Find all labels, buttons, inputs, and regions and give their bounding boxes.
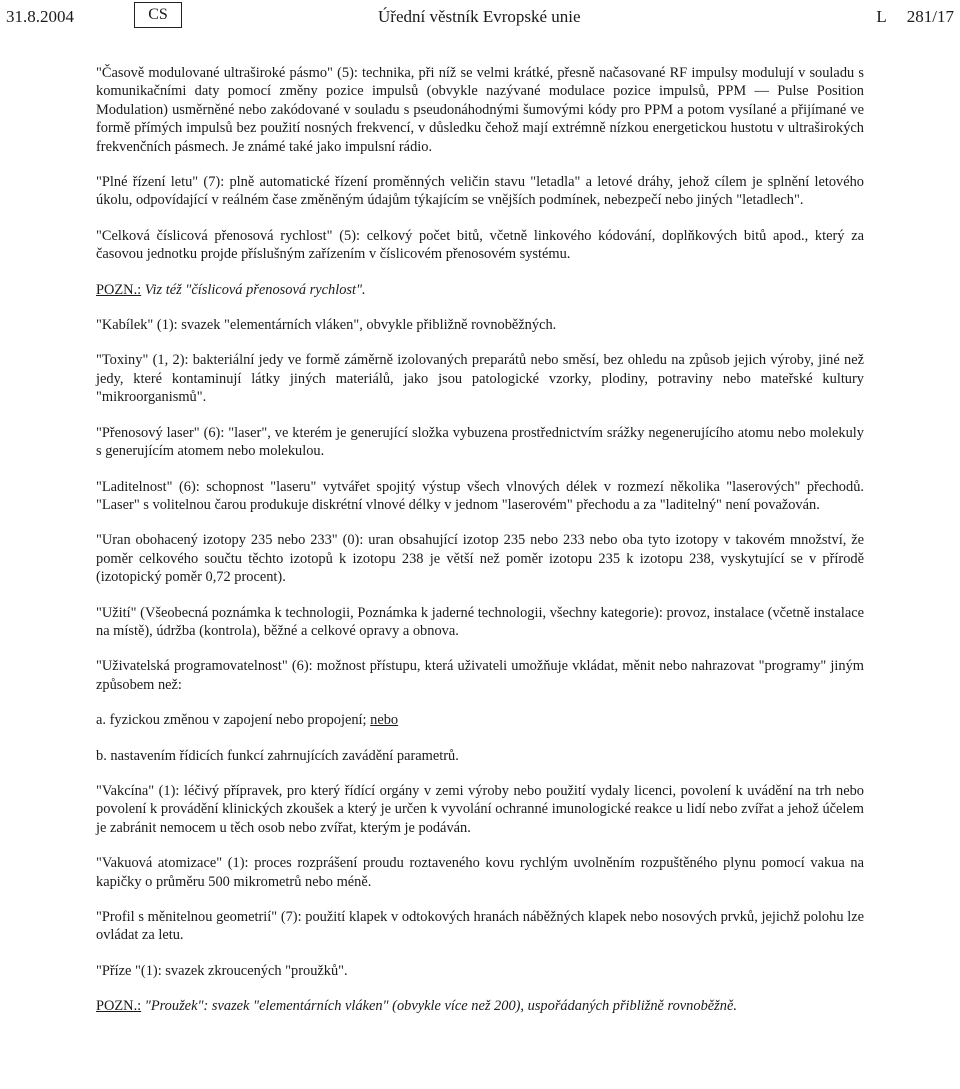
page-number: 281/17 (906, 7, 954, 26)
note-paragraph (96, 281, 864, 299)
definition-paragraph: "Toxiny" (1, 2): bakteriální jedy ve formě záměrně izolovaných preparátů nebo směsí, bez ohledu na způsob jejich výroby, jiné než jedy, které kontaminují látky jiných materiálů, jako jsou patologické vzorky, plodiny, potraviny nebo mateřské kultury "mikroorganismů". (96, 352, 864, 406)
definition-paragraph: "Příze "(1): svazek zkroucených "proužků". (96, 962, 348, 979)
definition-paragraph: "Vakuová atomizace" (1): proces rozprášení proudu roztaveného kovu rychlým uvolněním rozpuštěného plynu pomocí vakua na kapičky o průměru 500 mikrometrů nebo méně. (96, 855, 864, 890)
list-item (96, 711, 864, 729)
list-item-text: a. fyzickou změnou v zapojení nebo propojení; (96, 712, 371, 729)
definition-paragraph: "Celková číslicová přenosová rychlost" (5): celkový počet bitů, včetně linkového kódování, doplňkových bitů apod., který za časovou jednotku projde příslušným zařízením v číslicovém přenosovém systému. (96, 227, 864, 263)
definition-paragraph: "Užití" (Všeobecná poznámka k technologii, Poznámka k jaderné technologii, všechny kategorie): provoz, instalace (včetně instalace na místě), údržba (kontrola), běžné a celkové opravy a obnova. (96, 604, 864, 639)
publication-date: 31.8.2004 (6, 7, 74, 26)
note-label: POZN.: (96, 998, 142, 1015)
list-item: b. nastavením řídicích funkcí zahrnujících zavádění parametrů. (96, 747, 459, 764)
list-item-connector: nebo (370, 712, 399, 729)
definition-paragraph: "Profil s měnitelnou geometrií" (7): použití klapek v odtokových hranách náběžných klapek nebo nosových prvků, jejichž polohu lze ovládat za letu. (96, 909, 864, 944)
note-paragraph (96, 997, 864, 1015)
series-letter: L (876, 7, 887, 26)
definition-paragraph: "Plné řízení letu" (7): plně automatické řízení proměnných veličin stavu "letadla" a letové dráhy, jehož cílem je splnění letového úkolu, odpovídající v reálném čase změněným údajům týkajícím se vnějších podmínek, nebezpečí nebo jiných "letadlech". (96, 174, 864, 209)
definition-paragraph: "Laditelnost" (6): schopnost "laseru" vytvářet spojitý výstup všech vlnových délek v rozmezí několika "laserových" přechodů. "Laser" s volitelnou čarou produkuje diskrétní vlnové délky v jednom "laserovém" přechodu a za "laditelný" není považován. (96, 478, 864, 513)
journal-title: Úřední věstník Evropské unie (378, 7, 581, 26)
note-text: "Proužek": svazek "elementárních vláken" (obvykle více než 200), uspořádaných přibližně rovnoběžně. (141, 998, 737, 1015)
definition-paragraph: "Uran obohacený izotopy 235 nebo 233" (0): uran obsahující izotop 235 nebo 233 nebo oba tyto izotopy v takovém množství, že poměr celkového součtu těchto izotopů k izotopu 238 je větší než poměr izotopu 235 k izotopu 238, vyskytující se v přírodě (izotopický poměr 0,72 procent). (96, 532, 864, 586)
definition-paragraph: "Časově modulované ultraširoké pásmo" (5): technika, při níž se velmi krátké, přesně načasované RF impulsy modulují v souladu s komunikačními daty pomocí změny pozice impulsů (obvykle nazývané modulace pozice impulsů, PPM — Pulse Position Modulation) usměrněné nebo zakódované v souladu s pseudonáhodnými šumovými kódy pro PPM a potom vysílané a přijímané ve formě přímých impulsů bez použití nosných frekvencí, v důsledku čehož mají extrémně nízkou energetickou hustotu v ultraširokých frekvenčních pásmech. Je známé také jako impulsní rádio. (96, 65, 864, 155)
definition-paragraph: "Kabílek" (1): svazek "elementárních vláken", obvykle přibližně rovnoběžných. (96, 317, 557, 334)
definition-paragraph: "Vakcína" (1): léčivý přípravek, pro který řídící orgány v zemi výroby nebo použití vydaly licenci, povolení k uvádění na trh nebo povolení k provádění klinických zkoušek a který je určen k vyvolání ochranné imunologické reakce u lidí nebo zvířat a jehož účelem je zabránit nemocem u těch osob nebo zvířat, kterým je podáván. (96, 782, 864, 836)
page-header (0, 0, 960, 40)
note-label: POZN.: (96, 281, 142, 298)
language-badge: CS (134, 2, 182, 28)
definition-paragraph: "Uživatelská programovatelnost" (6): možnost přístupu, která uživateli umožňuje vkládat, měnit nebo nahrazovat "programy" jiným způsobem než: (96, 658, 864, 693)
page-reference (876, 7, 954, 27)
definition-paragraph: "Přenosový laser" (6): "laser", ve kterém je generující složka vybuzena prostřednictvím srážky negenerujícího atomu nebo molekuly s generujícím atomem nebo molekulou. (96, 424, 864, 460)
note-text: Viz též "číslicová přenosová rychlost". (141, 281, 366, 298)
document-body (96, 64, 864, 1033)
